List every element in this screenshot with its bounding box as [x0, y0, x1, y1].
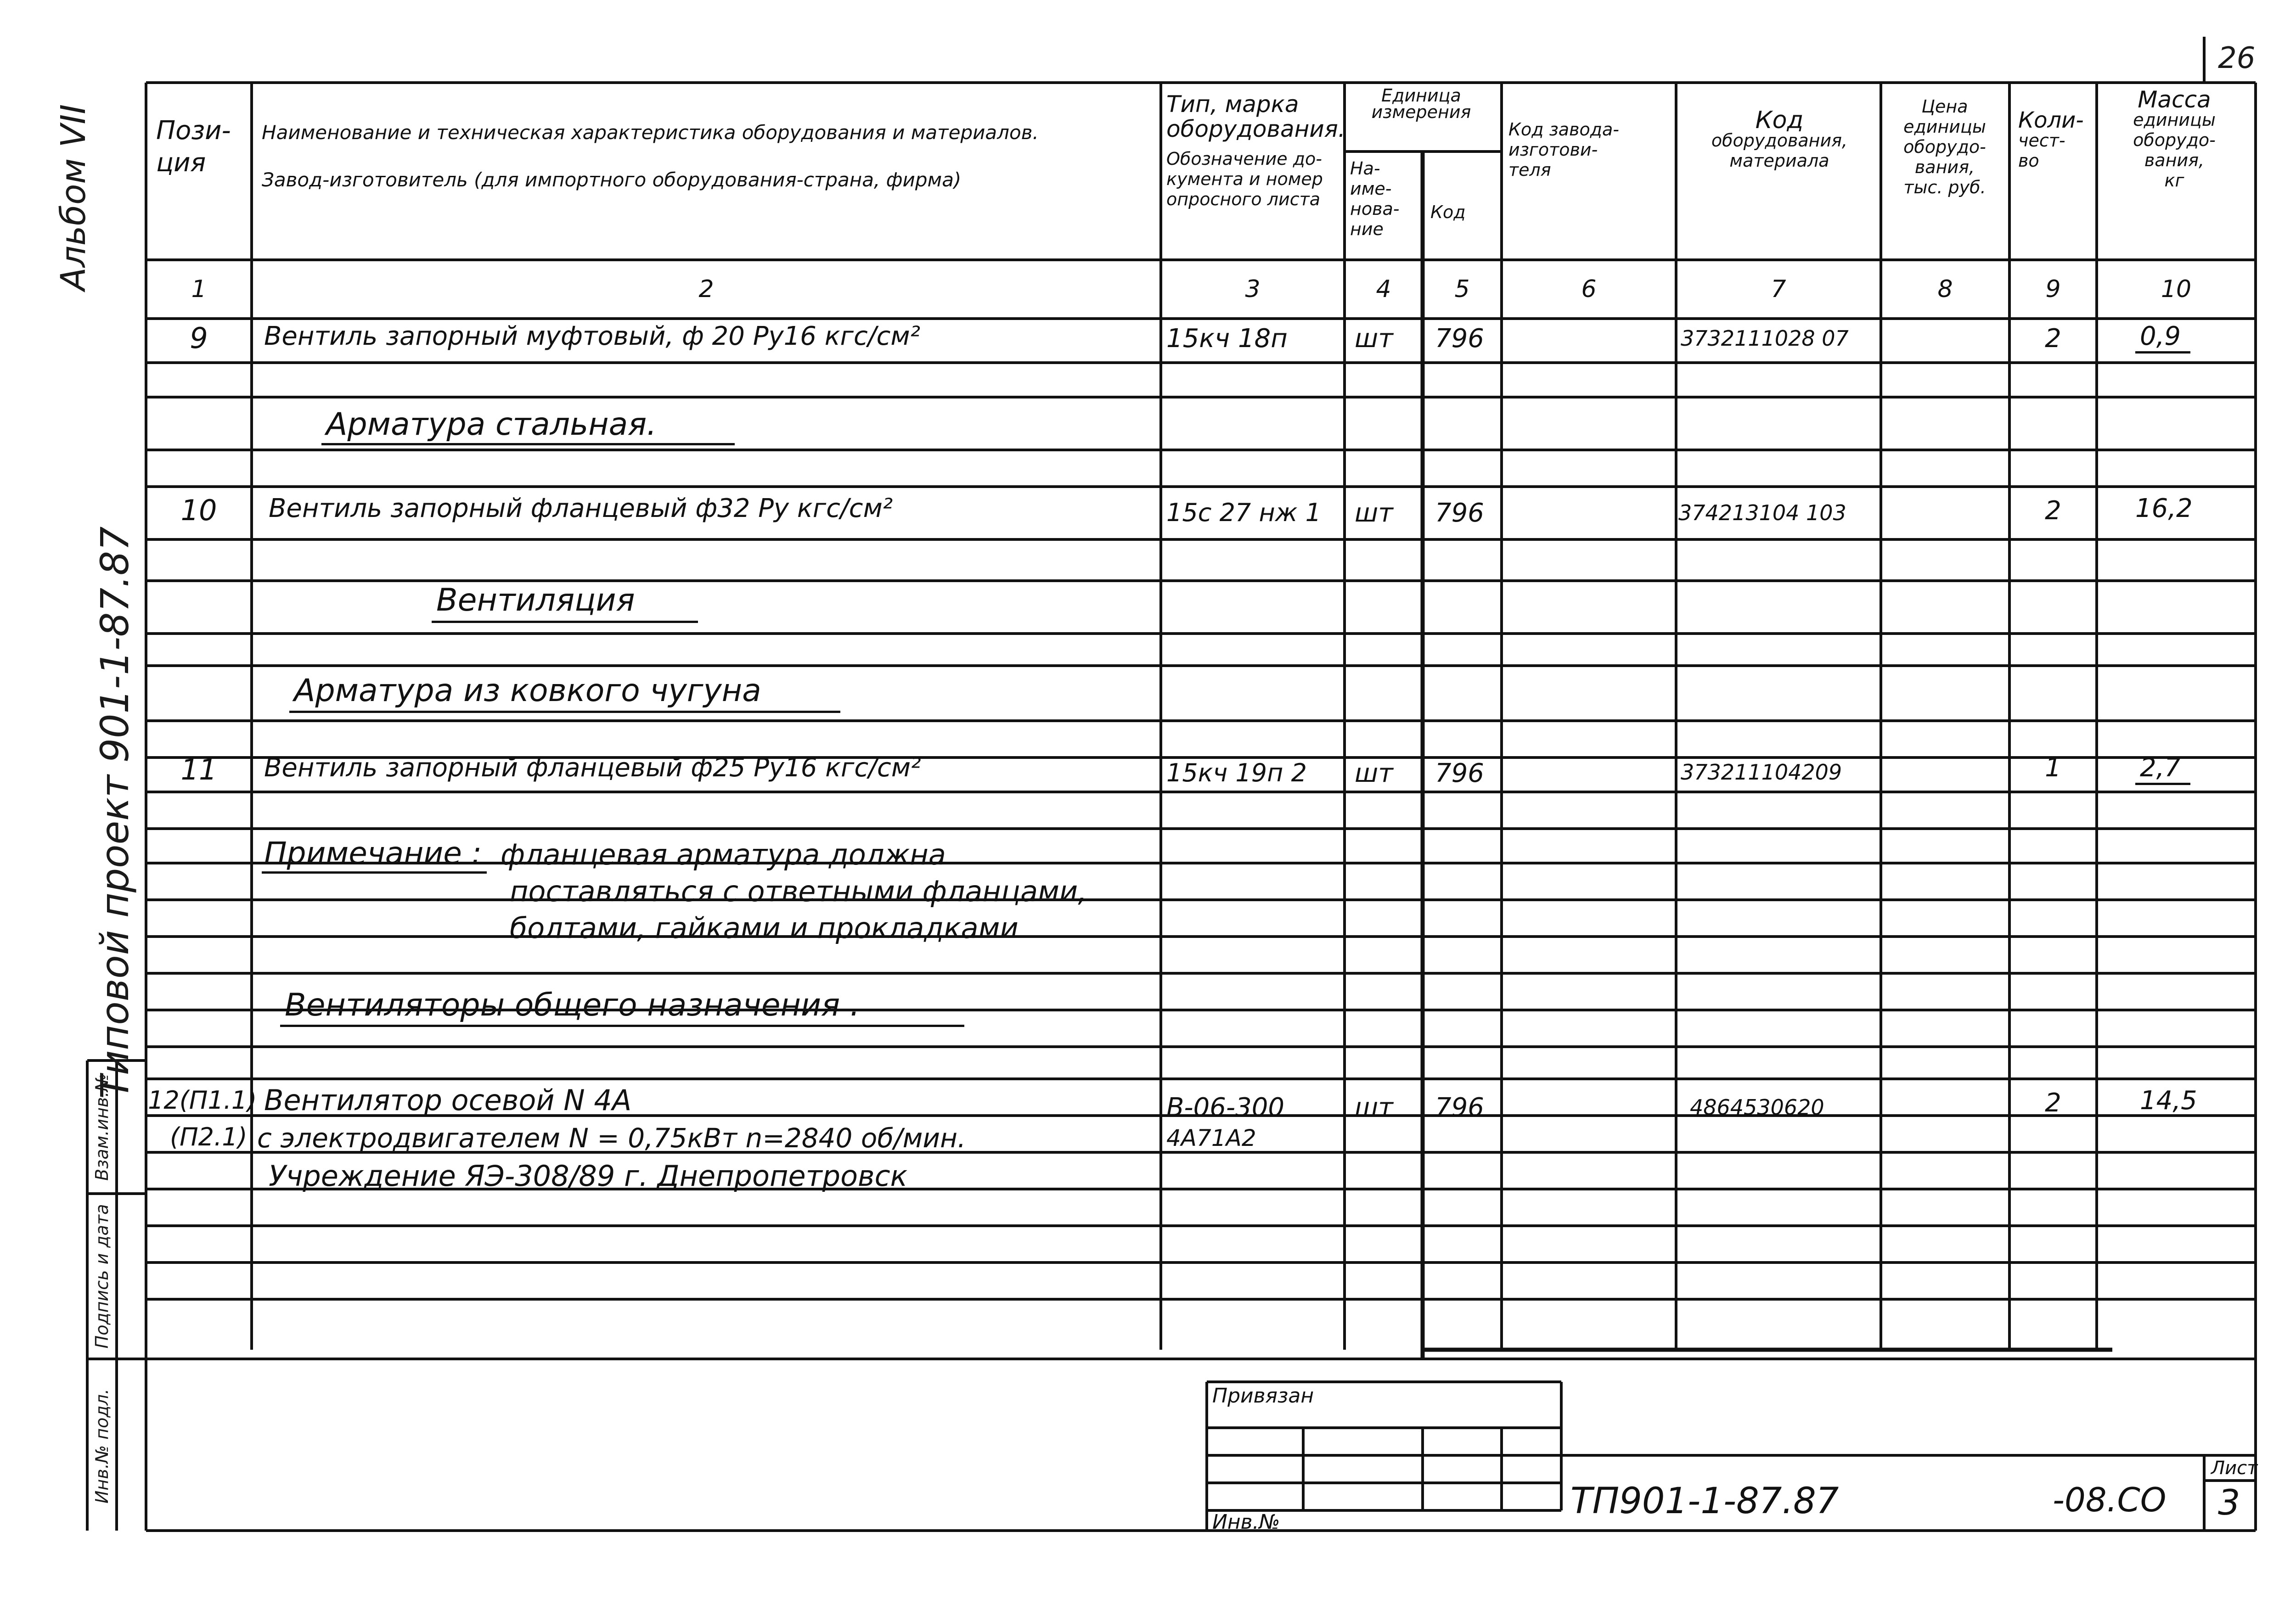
row-12b-type: 4А71А2 [1166, 1125, 1256, 1151]
header-unit: Единица измерения [1371, 85, 1471, 122]
row-9-unit: шт [1355, 324, 1393, 354]
row-12-mass: 14,5 [2140, 1086, 2197, 1116]
row-12-manufacturer: Учреждение ЯЭ-308/89 г. Днепропетровск [269, 1159, 908, 1193]
row-12b-name: с электродвигателем N = 0,75кВт n=2840 об/мин. [257, 1122, 966, 1154]
row-12-pos: 12(П1.1) [148, 1086, 257, 1115]
row-9-name: Вентиль запорный муфтовый, ф 20 Ру16 кгс/см² [264, 321, 921, 351]
header-unit-code: Код [1430, 202, 1466, 222]
row-11-qty: 1 [2045, 753, 2061, 783]
row-12-type: В-06-300 [1166, 1093, 1284, 1122]
row-9-mass-underline [2135, 351, 2190, 354]
col-number-3: 3 [1245, 275, 1261, 303]
row-11-pos: 11 [180, 753, 217, 786]
note-label-underline [262, 871, 487, 874]
sheet-number: 3 [2218, 1482, 2240, 1523]
row-11-equip: 373211104209 [1681, 760, 1842, 785]
row-10-pos: 10 [180, 494, 217, 527]
bound-label: Привязан [1212, 1384, 1314, 1408]
header-qty: Коли- чест- во [2018, 107, 2084, 171]
row-11-mass: 2,7 [2140, 753, 2181, 783]
row-10-name: Вентиль запорный фланцевый ф32 Ру кгс/см² [269, 494, 893, 523]
row-12-equip: 4864530620 [1690, 1095, 1824, 1120]
note-line-1: фланцевая арматура должна [501, 838, 946, 871]
header-type: Тип, марка оборудования. Обозначение до- кумента и номер опросного листа [1166, 91, 1345, 209]
header-maker-code: Код завода- изготови- теля [1508, 119, 1619, 180]
sheet-label: Лист [2211, 1458, 2258, 1479]
note-line-3: болтами, гайками и прокладками [510, 911, 1019, 945]
header-price: Цена единицы оборудо- вания, тыс. руб. [1903, 96, 1986, 197]
col-number-10: 10 [2161, 275, 2192, 303]
header-name-line1: Наименование и техническая характеристика оборудования и материалов. [262, 121, 1039, 144]
row-12-code: 796 [1435, 1093, 1484, 1122]
col-number-6: 6 [1581, 275, 1597, 303]
row-11-code: 796 [1435, 758, 1484, 788]
stamp-signature-date: Подпись и дата [92, 1204, 112, 1349]
row-9-code: 796 [1435, 324, 1484, 354]
note-label: Примечание : [264, 836, 482, 871]
row-11-unit: шт [1355, 758, 1393, 788]
col-number-5: 5 [1454, 275, 1470, 303]
row-12b-pos: (П2.1) [170, 1122, 248, 1151]
row-10-equip: 374213104 103 [1678, 500, 1846, 525]
stamp-vzam-inv: Взам.инв.№ [92, 1073, 112, 1181]
row-11-type: 15кч 19п 2 [1166, 758, 1307, 787]
row-9-qty: 2 [2045, 324, 2061, 354]
col-number-1: 1 [191, 275, 207, 303]
col-number-7: 7 [1771, 275, 1786, 303]
row-10-qty: 2 [2045, 496, 2061, 526]
row-10-unit: шт [1355, 498, 1393, 528]
row-9-pos: 9 [190, 321, 208, 355]
header-mass: Масса единицы оборудо- вания, кг [2133, 86, 2216, 191]
section-steel-underline [321, 443, 735, 445]
header-name-line2: Завод-изготовитель (для импортного оборудования-страна, фирма) [262, 168, 962, 191]
album-label: Альбом VII [54, 104, 93, 291]
designation: ТП901-1-87.87 [1570, 1481, 1839, 1522]
row-12-name: Вентилятор осевой N 4А [264, 1083, 632, 1117]
row-12-unit: шт [1355, 1093, 1393, 1122]
project-vertical-label: Типовой проект 901-1-87.87 [92, 526, 137, 1099]
designation-suffix: -08.СО [2053, 1481, 2167, 1519]
section-fans-underline [280, 1025, 964, 1027]
section-steel-fittings: Арматура стальная. [326, 406, 657, 443]
section-malleable-underline [289, 711, 840, 713]
row-11-mass-underline [2135, 783, 2190, 785]
row-9-mass: 0,9 [2140, 321, 2181, 351]
header-unit-name: На- име- нова- ние [1350, 158, 1400, 239]
note-line-2: поставляться с ответными фланцами, [510, 875, 1087, 908]
section-ventilation: Вентиляция [436, 582, 635, 618]
row-9-type: 15кч 18п [1166, 324, 1288, 354]
section-ventilation-underline [432, 621, 698, 623]
section-malleable-iron: Арматура из ковкого чугуна [294, 673, 761, 709]
col-number-9: 9 [2045, 275, 2061, 303]
row-9-equip: 3732111028 07 [1681, 326, 1849, 351]
row-11-name: Вентиль запорный фланцевый ф25 Ру16 кгс/см² [264, 753, 921, 783]
row-10-mass: 16,2 [2135, 494, 2193, 523]
col-number-2: 2 [698, 275, 714, 303]
header-equip-code: Код оборудования, материала [1711, 107, 1848, 171]
col-number-8: 8 [1937, 275, 1953, 303]
page-number: 26 [2218, 41, 2256, 75]
col-number-4: 4 [1376, 275, 1391, 303]
header-pos: Пози-ция [156, 116, 231, 178]
inv-label: Инв.№ [1212, 1510, 1280, 1534]
stamp-inv-podl: Инв.№ подл. [92, 1388, 112, 1504]
row-12-qty: 2 [2045, 1088, 2061, 1118]
section-general-fans: Вентиляторы общего назначения . [285, 987, 860, 1023]
row-10-code: 796 [1435, 498, 1484, 528]
row-10-type: 15с 27 нж 1 [1166, 498, 1321, 527]
